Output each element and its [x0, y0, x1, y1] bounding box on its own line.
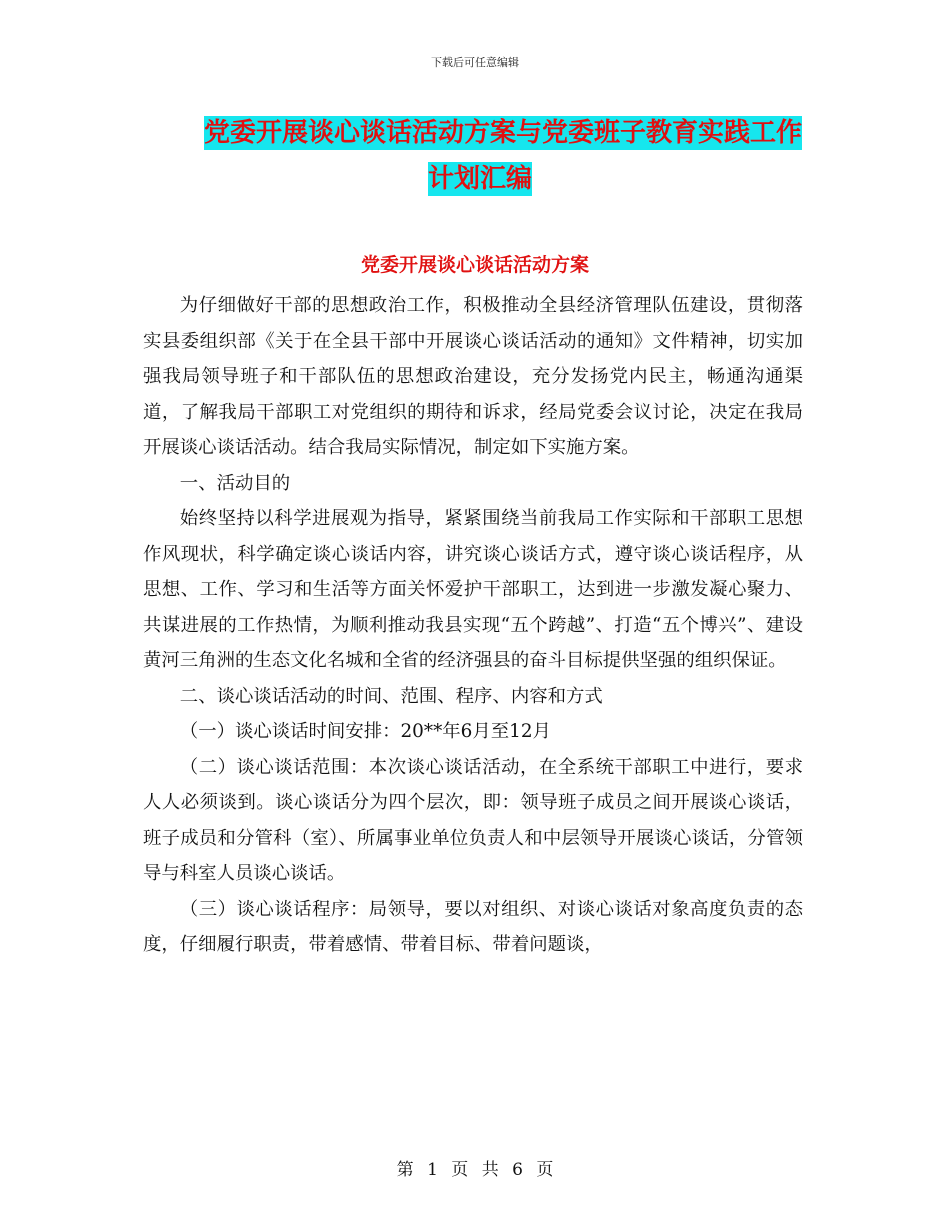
paragraph-scope: （二）谈心谈话范围：本次谈心谈话活动，在全系统干部职工中进行，要求人人必须谈到。谈心谈话分为四个层次，即：领导班子成员之间开展谈心谈话，班子成员和分管科（室）、所属事业单位负责人和中层领导开展谈心谈话，分管领导与科室人员谈心谈话。 — [143, 756, 803, 884]
title-line-1: 党委开展谈心谈话活动方案与党委班子教育实践工作 — [203, 118, 802, 148]
document-title — [150, 110, 810, 202]
body-text — [143, 288, 803, 963]
paragraph-time: （一）谈心谈话时间安排：20**年6月至12月 — [179, 721, 551, 742]
title-line-2: 计划汇编 — [427, 164, 532, 194]
paragraph-intro: 为仔细做好干部的思想政治工作，积极推动全县经济管理队伍建设，贯彻落实县委组织部《关于在全县干部中开展谈心谈话活动的通知》文件精神，切实加强我局领导班子和干部队伍的思想政治建设，充分发扬党内民主，畅通沟通渠道，了解我局干部职工对党组织的期待和诉求，经局党委会议讨论，决定在我局开展谈心谈话活动。结合我局实际情况，制定如下实施方案。 — [143, 295, 803, 458]
paragraph-procedure: （三）谈心谈话程序：局领导，要以对组织、对谈心谈话对象高度负责的态度，仔细履行职责，带着感情、带着目标、带着问题谈， — [143, 898, 803, 955]
header-note: 下载后可任意编辑 — [431, 56, 519, 69]
heading-purpose: 一、活动目的 — [179, 472, 291, 494]
heading-schedule: 二、谈心谈话活动的时间、范围、程序、内容和方式 — [179, 685, 603, 707]
section-title: 党委开展谈心谈话活动方案 — [360, 254, 589, 276]
paragraph-purpose: 始终坚持以科学进展观为指导，紧紧围绕当前我局工作实际和干部职工思想作风现状，科学确定谈心谈话内容，讲究谈心谈话方式，遵守谈心谈话程序，从思想、工作、学习和生活等方面关怀爱护干部职工，达到进一步激发凝心聚力、共谋进展的工作热情，为顺利推动我县实现“五个跨越”、打造“五个博兴”、建设黄河三角洲的生态文化名城和全省的经济强县的奋斗目标提供坚强的组织保证。 — [143, 508, 803, 671]
page-footer: 第 1 页 共 6 页 — [396, 1160, 554, 1180]
